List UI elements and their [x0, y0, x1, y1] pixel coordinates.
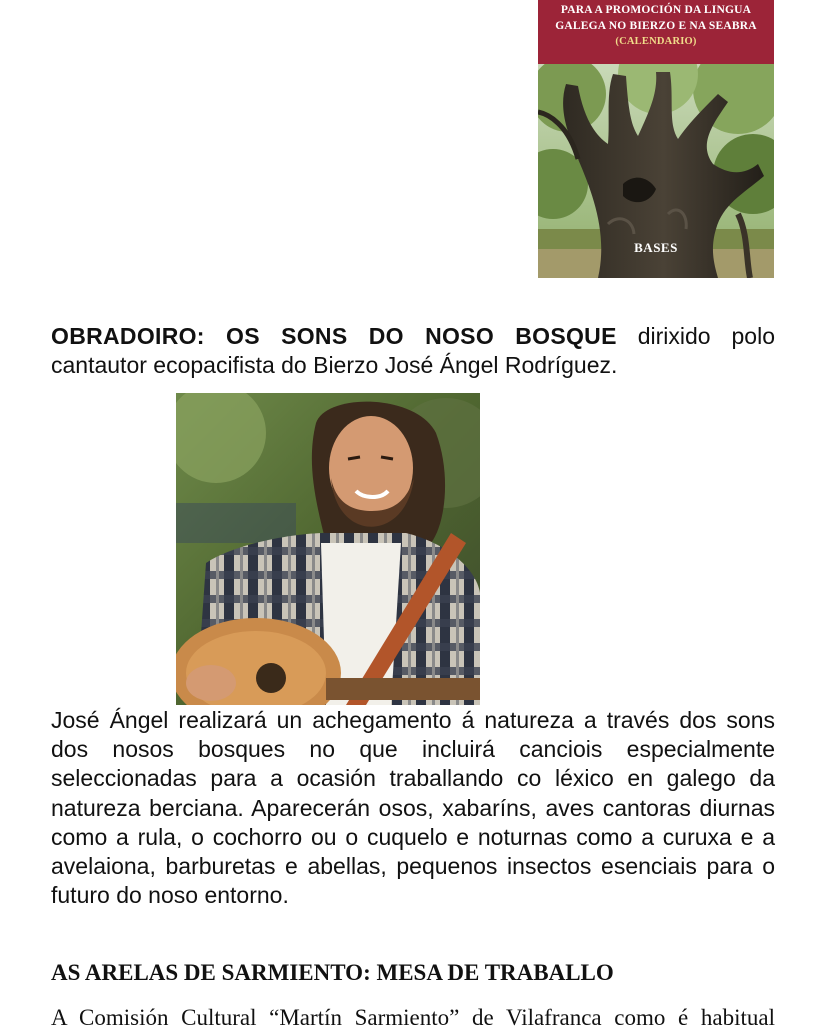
poster-caption: BASES — [634, 240, 678, 255]
section-heading: AS ARELAS DE SARMIENTO: MESA DE TRABALLO — [51, 960, 614, 985]
section-text: A Comisión Cultural “Martín Sarmiento” de Vilafranca como é habitual — [51, 1005, 775, 1030]
workshop-description: José Ángel realizará un achegamento á natureza a través dos sons dos nosos bosques no que incluirá canciois especialmente seleccionadas para a ocasión traballando co léxico en galego da natureza berciana. Aparecerán osos, xabaríns, aves cantoras diurnas como a rula, o cochorro ou o cuquelo e noturnas como a curuxa e a avelaiona, barburetas e abellas, pequenos insectos esenciais para o futuro do noso entorno. — [51, 707, 775, 909]
workshop-title: OBRADOIRO: OS SONS DO NOSO BOSQUE — [51, 323, 617, 349]
poster-image — [538, 0, 774, 278]
poster-banner-subtitle: (CALENDARIO) — [615, 36, 697, 47]
poster-banner-line: GALEGA NO BIERZO E NA SEABRA — [555, 20, 757, 32]
workshop-intro — [51, 322, 775, 380]
poster-banner-line: PARA A PROMOCIÓN DA LINGUA — [560, 4, 752, 16]
workshop-intro-text: dirixido polo cantautor ecopacifista do Bierzo José Ángel Rodríguez. — [51, 323, 775, 378]
poster-banner — [538, 0, 774, 64]
musician-photo — [176, 393, 480, 705]
